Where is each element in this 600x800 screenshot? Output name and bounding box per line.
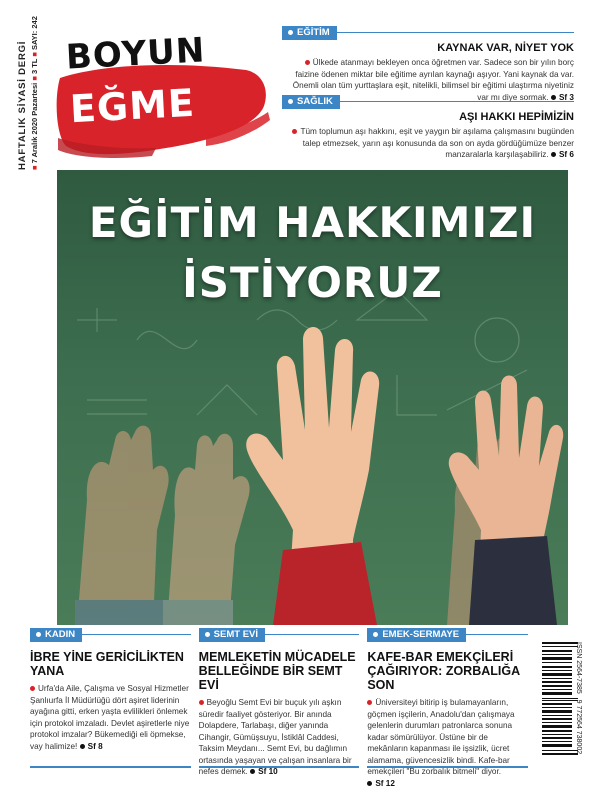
masthead-vertical-strip [10, 16, 46, 170]
issn-number: ISSN 2564-7385 [575, 642, 582, 694]
teaser-title: AŞI HAKKI HEPİMİZİN [459, 111, 574, 123]
bullet-icon [288, 30, 293, 35]
bottom-stories [30, 628, 536, 788]
barcode-number: 9 772564 738002 [575, 699, 582, 755]
divider [367, 766, 528, 768]
logo-word-egme: EĞME [68, 80, 196, 132]
story-text: Urfa'da Aile, Çalışma ve Sosyal Hizmetler Şanlıurfa İl Müdürlüğü dört aşiret liderinin ayağına gitti, erken yaşta evlilikleri önlemek için protokol imzaladı. Devlet aşiretlerle niye protokol imzalar? Bükemediği eli öpmekse, vay halimize! Sf 8 [30, 684, 190, 751]
section-tag: SEMT EVİ [199, 628, 265, 642]
story-emek-sermaye[interactable] [367, 628, 536, 788]
bullet-icon [199, 700, 204, 705]
bullet-icon [205, 632, 210, 637]
magazine-type: HAFTALIK SİYASİ DERGİ [17, 40, 28, 170]
section-tag: KADIN [30, 628, 82, 642]
section-tag: EMEK-SERMAYE [367, 628, 466, 642]
story-text: Üniversiteyi bitirip iş bulamayanların, göçmen işçilerin, Anadolu'dan çalışmaya gelenlerin durumları patronlarca sonuna kadar sömürülüyor. Üstüne bir de mekânların kapanması ile işsizlik, ücret alamama, güvencesizlik bindi. Kafe-bar emekçileri "Bu zorbalık bitmeli" diyor. Sf 12 [367, 698, 515, 788]
barcode [536, 640, 588, 768]
hero-headline-line1: EĞİTİM HAKKIMIZI [88, 198, 537, 247]
story-title: İBRE YİNE GERİCİLİKTEN YANA [30, 650, 184, 678]
bullet-icon [373, 632, 378, 637]
section-tag: EĞİTİM [282, 26, 337, 40]
bullet-icon [305, 60, 310, 65]
teaser-saglik[interactable] [282, 95, 574, 161]
issue-price: 3 TL [30, 58, 39, 75]
issue-info: ■ 7 Aralık 2020 Pazartesi ■ 3 TL ■ SAYI: 242 [30, 16, 39, 170]
hero-image[interactable] [57, 170, 568, 625]
teaser-egitim[interactable] [282, 26, 574, 103]
barcode-text [575, 642, 582, 760]
teaser-text: Tüm toplumun aşı hakkını, eşit ve yaygın bir aşılama çalışmasını bugünden talep etmezsek, yarın aşı konusunda da son on ayda gördüğümüze benzer manzaralarla karşılaşabiliriz. Sf 6 [282, 126, 574, 161]
page-ref: Sf 6 [551, 150, 574, 159]
logo-word-boyun: BOYUN [65, 30, 207, 78]
story-title: MEMLEKETİN MÜCADELE BELLEĞİNDE BİR SEMT EVİ [198, 650, 356, 692]
bullet-icon [367, 700, 372, 705]
hero-headline-line2: İSTİYORUZ [182, 258, 443, 307]
page-ref: Sf 10 [250, 767, 278, 776]
page-ref: Sf 8 [80, 742, 103, 751]
issue-number: SAYI: 242 [30, 16, 39, 51]
story-title: KAFE-BAR EMEKÇİLERİ ÇAĞIRIYOR: ZORBALIĞA SON [367, 650, 520, 692]
bullet-icon [288, 99, 293, 104]
teaser-title: KAYNAK VAR, NİYET YOK [437, 42, 574, 54]
issue-date: 7 Aralık 2020 Pazartesi [30, 82, 39, 164]
logo [56, 18, 271, 168]
story-kadin[interactable] [30, 628, 199, 768]
story-semt-evi[interactable] [198, 628, 368, 776]
section-tag: SAĞLIK [282, 95, 340, 109]
story-text: Beyoğlu Semt Evi bir buçuk yılı aşkın süredir faaliyet gösteriyor. Bir anında Dolapdere, Tarlabaşı, diğer yanında Cihangir, Gümüşsuyu, İstiklâl Caddesi, Taksim Meydanı... Semt Evi, bu dağlımın ortasında yaşayan ve çalışan insanlara bir nefes demek. Sf 10 [198, 698, 352, 776]
page-ref: Sf 3 [551, 93, 574, 102]
divider [199, 766, 360, 768]
bullet-icon [36, 632, 41, 637]
barcode-bars [542, 642, 578, 760]
page-ref: Sf 12 [367, 779, 395, 788]
teaser-text: Ülkede atanmayı bekleyen onca öğretmen var. Sadece son bir yılın borç faizine ödenen miktar bile eğitime ayrılan kaynağı aşıyor. Yani kaynak da var. Önemli olan tüm yurttaşlara eşit, nitelikli, bilimsel bir eğitimi ulaştırma niyetiniz var mı diye sormak. Sf 3 [292, 58, 574, 102]
bullet-icon [30, 686, 35, 691]
bullet-icon [292, 129, 297, 134]
divider [30, 766, 191, 768]
